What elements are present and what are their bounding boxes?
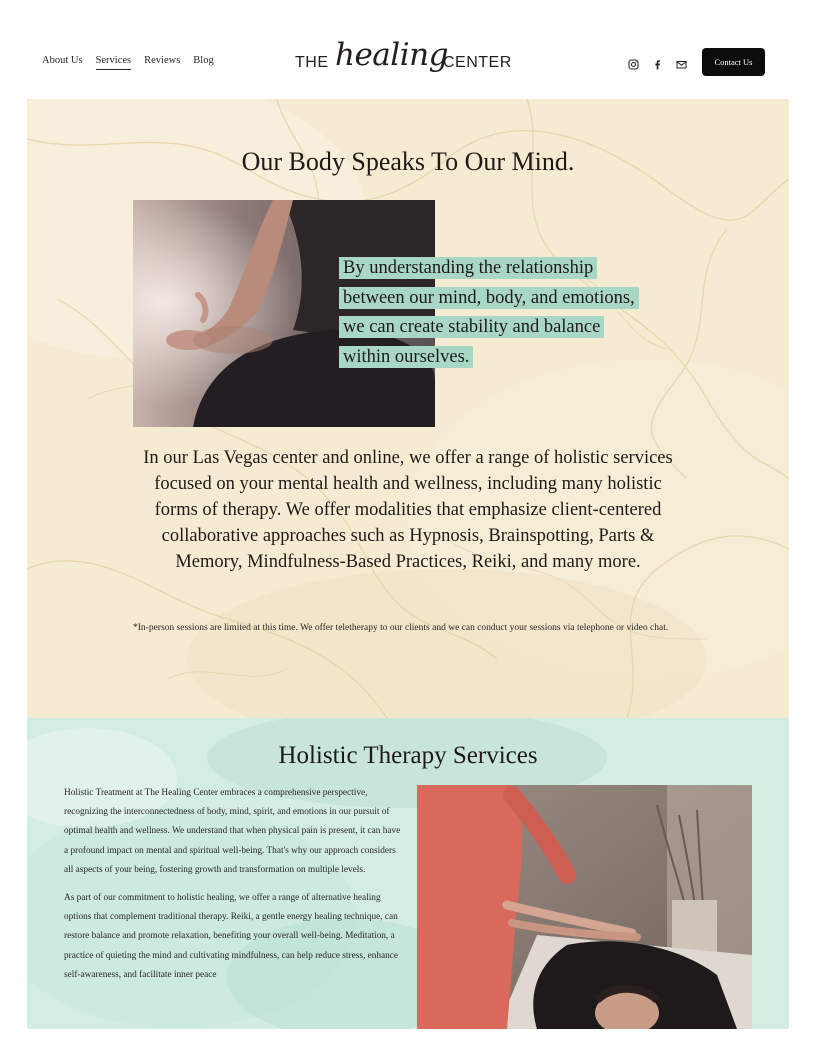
page xyxy=(27,27,789,1029)
quote-line: between our mind, body, and emotions, xyxy=(339,287,639,309)
quote-line: within ourselves. xyxy=(339,346,473,368)
in-person-note: *In-person sessions are limited at this time. We offer teletherapy to our clients and we can conduct your sessions via telephone or video chat. xyxy=(133,623,669,633)
social-links xyxy=(628,57,687,68)
email-icon[interactable] xyxy=(676,57,687,68)
contact-us-button[interactable]: Contact Us xyxy=(702,48,765,76)
logo-word-healing: healing xyxy=(335,37,448,73)
reiki-photo xyxy=(417,785,752,1029)
hero-title: Our Body Speaks To Our Mind. xyxy=(241,147,575,176)
holistic-therapy-section xyxy=(27,718,789,1029)
highlighted-quote xyxy=(339,254,699,372)
logo-word-the: THE xyxy=(295,54,329,71)
main-nav xyxy=(42,55,214,70)
facebook-icon[interactable] xyxy=(652,57,663,68)
quote-line: we can create stability and balance xyxy=(339,316,604,338)
holistic-paragraph-2: As part of our commitment to holistic healing, we offer a range of alternative healing options that complement traditional therapy. Reiki, a gentle energy healing technique, can restore balance and promote relaxation, benefiting your overall well-being. Meditation, a practice of quieting the mind and cultivating mindfulness, can help reduce stress, enhance self-awareness, and facilitate inner peace xyxy=(64,893,399,980)
nav-services[interactable]: Services xyxy=(96,55,132,70)
site-header xyxy=(27,27,780,99)
instagram-icon[interactable] xyxy=(628,57,639,68)
holistic-title: Holistic Therapy Services xyxy=(278,742,538,769)
nav-about-us[interactable]: About Us xyxy=(42,55,83,66)
nav-reviews[interactable]: Reviews xyxy=(144,55,181,66)
intro-paragraph: In our Las Vegas center and online, we offer a range of holistic services focused on your mental health and wellness, including many holistic forms of therapy. We offer modalities that emphasize client-centered collaborative approaches such as Hypnosis, Brainspotting, Parts & Memory, Mindfulness-Based Practices, Reiki, and many more. xyxy=(143,448,673,572)
holistic-paragraph-1: Holistic Treatment at The Healing Center embraces a comprehensive perspective, recognizing the interconnectedness of body, mind, spirit, and emotions in our pursuit of optimal health and wellness. We understand that when physical pain is present, it can have a profound impact on mental and spiritual well-being. That's why our approach considers all aspects of your being, fostering growth and transformation on multiple levels. xyxy=(64,788,401,875)
nav-blog[interactable]: Blog xyxy=(193,55,214,66)
quote-line: By understanding the relationship xyxy=(339,257,597,279)
intro-section xyxy=(27,99,789,718)
holistic-text xyxy=(64,784,402,994)
logo-word-center: CENTER xyxy=(443,54,512,71)
site-logo[interactable] xyxy=(295,37,515,91)
